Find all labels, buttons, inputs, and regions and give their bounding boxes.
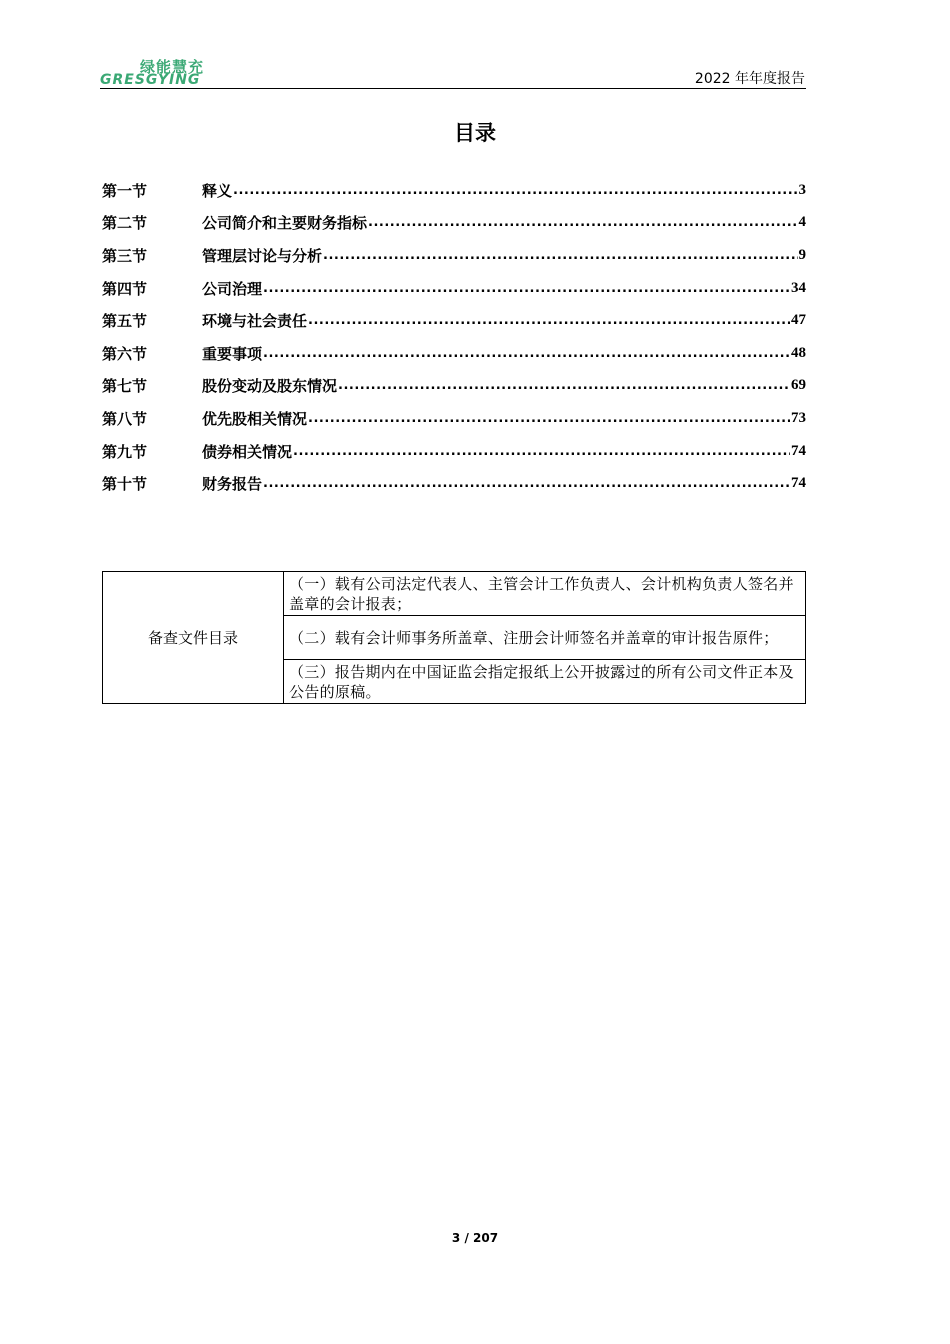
toc-leader-dots — [323, 248, 797, 263]
toc-section-title: 债券相关情况 — [202, 442, 293, 461]
reference-document-item: （二）载有会计师事务所盖章、注册会计师签名并盖章的审计报告原件； — [284, 616, 806, 660]
toc-leader-dots — [293, 444, 790, 459]
toc-page-number: 48 — [791, 344, 806, 361]
toc-leader-dots — [308, 313, 790, 328]
logo-english-text: GRESGYING — [100, 72, 201, 88]
toc-section-number: 第六节 — [102, 344, 148, 363]
reference-documents-label: 备查文件目录 — [103, 572, 284, 704]
toc-section-title: 股份变动及股东情况 — [202, 377, 338, 396]
toc-section-number: 第一节 — [102, 181, 148, 200]
toc-section-number: 第四节 — [102, 279, 148, 298]
toc-entry[interactable] — [102, 337, 806, 370]
toc-section-number: 第七节 — [102, 377, 148, 396]
toc-section-title: 公司治理 — [202, 279, 263, 298]
toc-section-number: 第八节 — [102, 409, 148, 428]
toc-section-title: 重要事项 — [202, 344, 263, 363]
toc-leader-dots — [338, 378, 790, 393]
toc-page-number: 47 — [791, 312, 806, 329]
toc-section-title: 释义 — [202, 181, 233, 200]
toc-page-number: 3 — [798, 181, 806, 198]
toc-entry[interactable] — [102, 207, 806, 240]
toc-leader-dots — [263, 476, 790, 491]
toc-section-title: 管理层讨论与分析 — [202, 246, 323, 265]
toc-leader-dots — [263, 281, 790, 296]
toc-leader-dots — [368, 215, 797, 230]
reference-document-item: （一）载有公司法定代表人、主管会计工作负责人、会计机构负责人签名并盖章的会计报表； — [284, 572, 806, 616]
toc-page-number: 74 — [791, 475, 806, 492]
toc-section-title: 公司简介和主要财务指标 — [202, 214, 368, 233]
toc-section-number: 第九节 — [102, 442, 148, 461]
reference-document-item: （三）报告期内在中国证监会指定报纸上公开披露过的所有公司文件正本及公告的原稿。 — [284, 660, 806, 704]
toc-leader-dots — [308, 411, 790, 426]
toc-entry[interactable] — [102, 239, 806, 272]
toc-page-number: 74 — [791, 442, 806, 459]
reference-documents-table — [102, 571, 806, 704]
toc-section-title: 环境与社会责任 — [202, 312, 308, 331]
toc-entry[interactable] — [102, 467, 806, 500]
toc-section-number: 第五节 — [102, 312, 148, 331]
toc-entry[interactable] — [102, 435, 806, 468]
toc-entry[interactable] — [102, 402, 806, 435]
toc-section-number: 第二节 — [102, 214, 148, 233]
toc-entry[interactable] — [102, 174, 806, 207]
toc-section-number: 第十节 — [102, 475, 148, 494]
toc-section-title: 优先股相关情况 — [202, 409, 308, 428]
toc-page-number: 34 — [791, 279, 806, 296]
table-of-contents — [102, 174, 806, 500]
toc-page-number: 4 — [798, 214, 806, 231]
toc-section-number: 第三节 — [102, 246, 148, 265]
report-title: 2022 年年度报告 — [694, 71, 805, 87]
toc-page-number: 73 — [791, 409, 806, 426]
toc-page-number: 69 — [791, 377, 806, 394]
toc-leader-dots — [263, 346, 790, 361]
company-logo — [100, 56, 210, 88]
toc-leader-dots — [233, 183, 797, 198]
header-divider — [100, 88, 806, 89]
toc-entry[interactable] — [102, 272, 806, 305]
toc-heading: 目录 — [454, 121, 496, 145]
toc-entry[interactable] — [102, 370, 806, 403]
toc-section-title: 财务报告 — [202, 475, 263, 494]
toc-page-number: 9 — [798, 246, 806, 263]
logo-chinese-text: 绿能慧充 — [140, 58, 205, 76]
page-number: 3 / 207 — [451, 1231, 499, 1245]
toc-entry[interactable] — [102, 304, 806, 337]
